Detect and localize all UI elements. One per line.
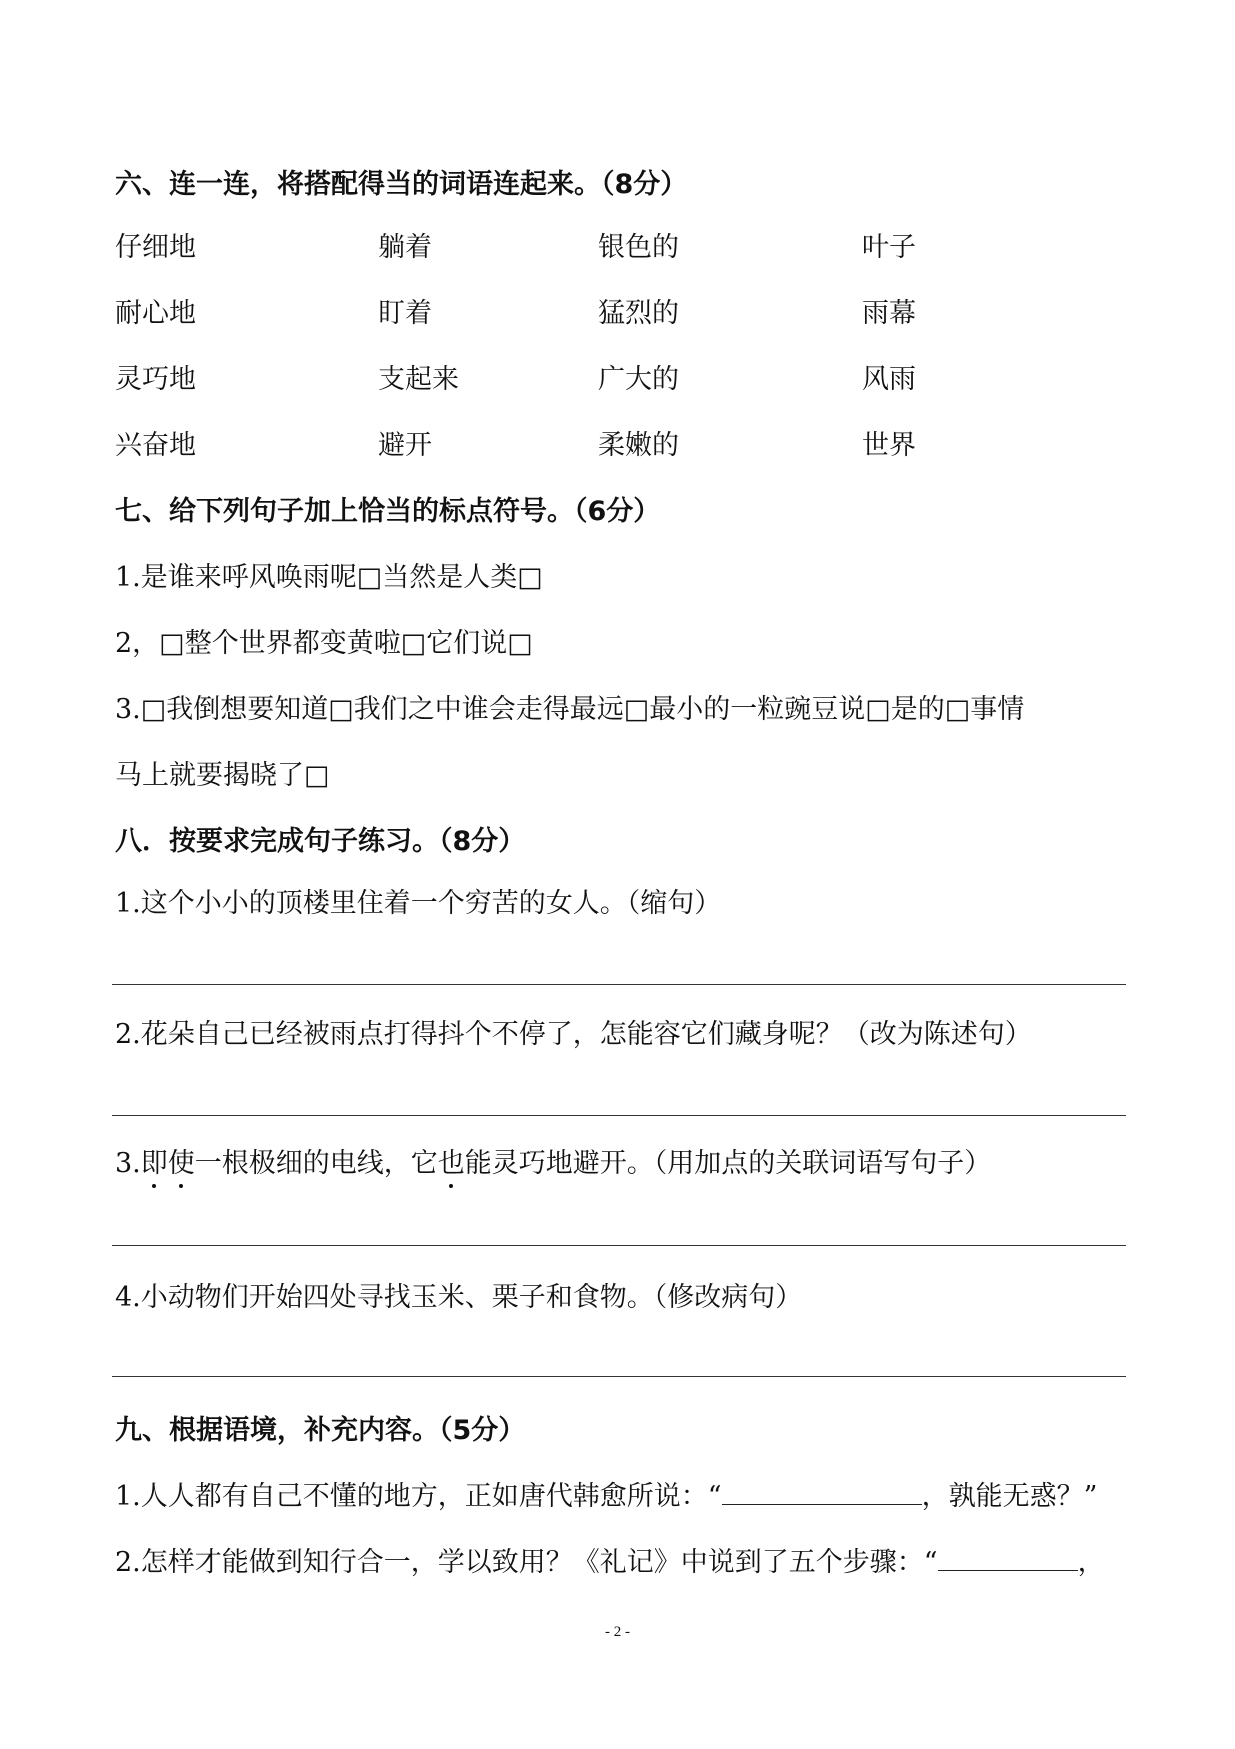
sentence-question-4: 4.小动物们开始四处寻找玉米、栗子和食物。（修改病句） (115, 1282, 803, 1313)
word-col2: 躺着 (378, 232, 432, 263)
word-col4: 世界 (862, 430, 916, 461)
punctuation-question-3: 3.□我倒想要知道□我们之中谁会走得最远□最小的一粒豌豆说□是的□事情 (115, 694, 1025, 725)
word-col4: 叶子 (862, 232, 916, 263)
context-question-2 (115, 1544, 1105, 1581)
word-col3: 猛烈的 (598, 298, 679, 329)
q3-middle: 一根极细的电线，它 (194, 1148, 438, 1179)
q3-prefix: 3. (115, 1148, 141, 1179)
word-col1: 兴奋地 (115, 430, 196, 461)
word-col3: 银色的 (598, 232, 679, 263)
q2-prefix: 2.怎样才能做到知行合一，学以致用？《礼记》中说到了五个步骤：“ (115, 1547, 938, 1578)
fill-blank[interactable] (722, 1478, 922, 1505)
dotted-char: 即 (141, 1146, 168, 1182)
word-col2: 盯着 (378, 298, 432, 329)
word-col3: 广大的 (598, 364, 679, 395)
dotted-char: 也 (438, 1146, 465, 1182)
answer-line[interactable] (112, 1115, 1126, 1116)
punctuation-question-1: 1.是谁来呼风唤雨呢□当然是人类□ (115, 562, 543, 593)
q1-suffix: ，孰能无惑？” (921, 1481, 1098, 1512)
punctuation-question-2: 2，□整个世界都变黄啦□它们说□ (115, 628, 533, 659)
q2-suffix: ， (1077, 1547, 1105, 1578)
section-6-title: 六、连一连，将搭配得当的词语连起来。（8分） (115, 169, 688, 200)
context-question-1 (115, 1478, 1097, 1515)
word-col1: 仔细地 (115, 232, 196, 263)
punctuation-question-3-cont: 马上就要揭晓了□ (115, 760, 330, 791)
dotted-char: 使 (168, 1146, 195, 1182)
word-col1: 耐心地 (115, 298, 196, 329)
answer-line[interactable] (112, 1376, 1126, 1377)
answer-line[interactable] (112, 1245, 1126, 1246)
section-9-title: 九、根据语境，补充内容。（5分） (115, 1415, 526, 1446)
sentence-question-2: 2.花朵自己已经被雨点打得抖个不停了，怎能容它们藏身呢？（改为陈述句） (115, 1019, 1032, 1050)
word-col4: 雨幕 (862, 298, 916, 329)
word-col1: 灵巧地 (115, 364, 196, 395)
section-8-title: 八．按要求完成句子练习。（8分） (115, 826, 526, 857)
page-number: - 2 - (605, 1624, 630, 1640)
word-col4: 风雨 (862, 364, 916, 395)
q3-suffix: 能灵巧地避开。（用加点的关联词语写句子） (464, 1148, 992, 1179)
fill-blank[interactable] (938, 1544, 1078, 1571)
word-col3: 柔嫩的 (598, 430, 679, 461)
answer-line[interactable] (112, 984, 1126, 985)
section-7-title: 七、给下列句子加上恰当的标点符号。（6分） (115, 496, 661, 527)
q1-prefix: 1.人人都有自己不懂的地方，正如唐代韩愈所说：“ (115, 1481, 722, 1512)
sentence-question-1: 1.这个小小的顶楼里住着一个穷苦的女人。（缩句） (115, 888, 722, 919)
word-col2: 避开 (378, 430, 432, 461)
word-col2: 支起来 (378, 364, 459, 395)
sentence-question-3 (115, 1146, 991, 1182)
